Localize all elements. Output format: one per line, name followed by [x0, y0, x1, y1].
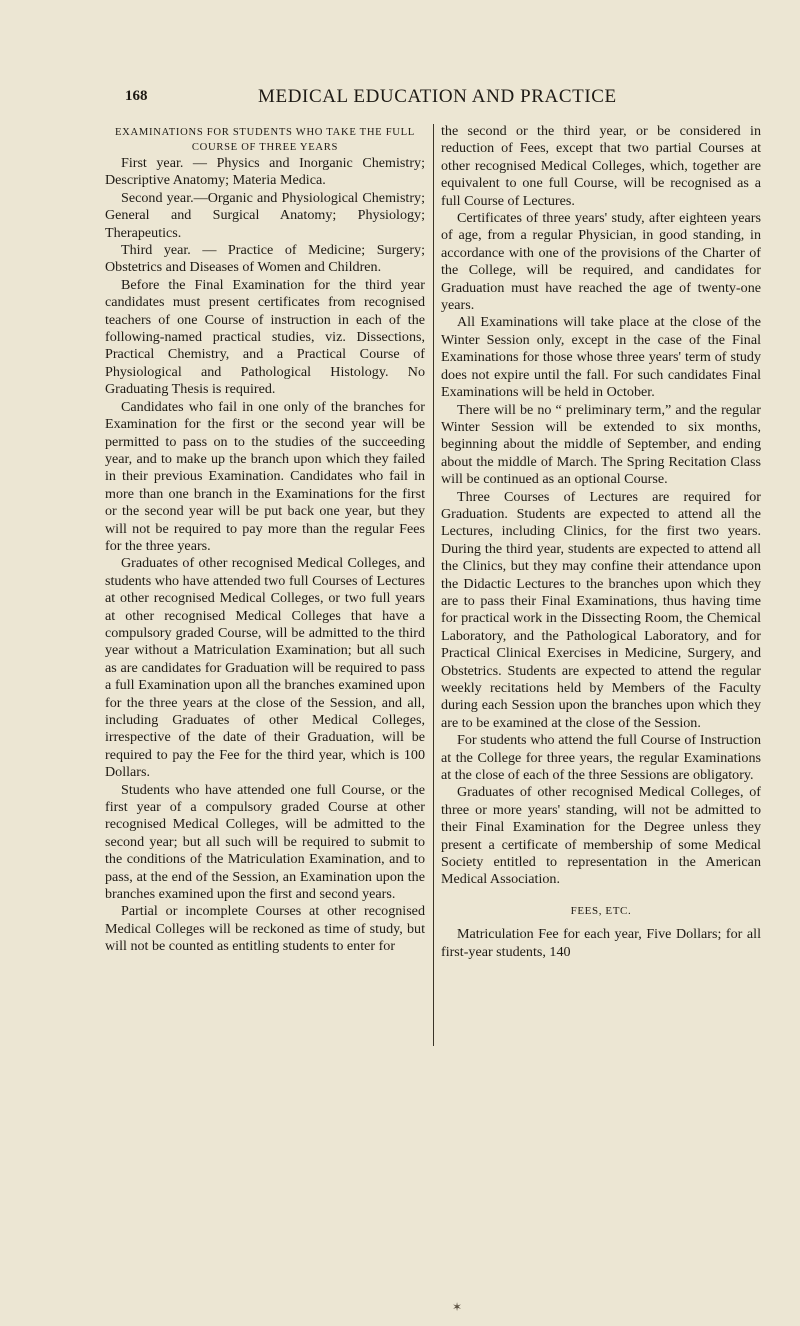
paragraph-examinations-timing: All Examinations will take place at the close of the Winter Session only, except in the case of the Final Examinations for those whose three years' term of study does not expire until the fall. For such candidates Final Examinations will be held in October. [441, 314, 761, 401]
printer-mark: ✶ [452, 1300, 463, 1314]
running-head: MEDICAL EDUCATION AND PRACTICE [258, 86, 617, 107]
paragraph-first-year: First year. — Physics and Inorganic Chemistry; Descriptive Anatomy; Materia Medica. [105, 155, 425, 189]
paragraph-second-year: Second year.—Organic and Physiological Chemistry; General and Surgical Anatomy; Physiology; Therapeutics. [105, 189, 425, 241]
left-column [105, 123, 425, 956]
column-divider [433, 124, 434, 1046]
paragraph-one-full-course: Students who have attended one full Course, or the first year of a compulsory graded Course at other recognised Medical Colleges, will be admitted to the second year; but all such will be required to submit to the conditions of the Matriculation Examination, and to pass, at the end of the Session, an Examination upon the branches examined upon the first and second years. [105, 781, 425, 903]
paragraph-failed-candidates: Candidates who fail in one only of the branches for Examination for the first or the second year will be permitted to pass on to the studies of the succeeding year, and to make up the branch upon which they failed in their previous Examination. Candidates who fail in more than one branch in the Examinations for the first or the second year will be put back one year, but they will not be required to pay more than the regular Fees for the three years. [105, 398, 425, 554]
paragraph-three-courses: Three Courses of Lectures are required for Graduation. Students are expected to attend all the Lectures, including Clinics, for the first two years. During the third year, students are expected to attend all the Clinics, but they may confine their attendance upon the Didactic Lectures to the branches upon which they are to pass their Final Examinations, thus having time for practical work in the Dissecting Room, the Chemical Laboratory, and the Pathological Laboratory, and for Practical Clinical Exercises in Medicine, Surgery, and Obstetrics. Students are expected to attend the regular weekly recitations held by Members of the Faculty during each Session upon the branches upon which they are to be examined at the close of the Session. [441, 488, 761, 731]
paragraph-certificates: Before the Final Examination for the third year candidates must present certificates from recognised teachers of one Course of instruction in each of the following-named practical studies, viz. Dissections, Practical Chemistry, and a Practical Course of Physiological and Pathological Histology. No Graduating Thesis is required. [105, 276, 425, 398]
fees-subheading: FEES, ETC. [570, 904, 632, 917]
paragraph-full-course-students: For students who attend the full Course of Instruction at the College for three years, the regular Examinations at the close of each of the three Sessions are obligatory. [441, 732, 761, 784]
paragraph-graduates-membership: Graduates of other recognised Medical Colleges, of three or more years' standing, will not be admitted to their Final Examination for the Degree unless they present a certificate of membership of some Medical Society entitled to representation in the American Medical Association. [441, 784, 761, 888]
paragraph-graduates-other-colleges: Graduates of other recognised Medical Colleges, and students who have attended two full Courses of Lectures at other recognised Medical Colleges, or two full years at other recognised Medical Colleges that have a compulsory graded Course, will be admitted to the third year without a Matriculation Examination; but all such as are candidates for Graduation will be required to pass a full Examination upon all the branches examined upon for the three years at the close of the Session, and all, including Graduates of other Medical Colleges, irrespective of the date of their Graduation, will be required to pay the Fee for the third year, which is 100 Dollars. [105, 555, 425, 781]
paragraph-study-certificates: Certificates of three years' study, after eighteen years of age, from a regular Physician, in good standing, in accordance with one of the provisions of the Charter of the College, will be required, and candidates for Graduation must have reached the age of twenty-one years. [441, 210, 761, 314]
paragraph-winter-session: There will be no “ preliminary term,” and the regular Winter Session will be extended to six months, beginning about the middle of September, and ending about the middle of March. The Spring Recitation Class will be continued as an optional Course. [441, 401, 761, 488]
paragraph-continued: the second or the third year, or be considered in reduction of Fees, except that two partial Courses at other recognised Medical Colleges, which, together are equivalent to one full Course, will be recognised as a full Course of Lectures. [441, 123, 761, 209]
page-number: 168 [125, 88, 148, 104]
right-column [441, 123, 761, 961]
paragraph-third-year: Third year. — Practice of Medicine; Surgery; Obstetrics and Diseases of Women and Children. [105, 242, 425, 276]
section-heading: EXAMINATIONS FOR STUDENTS WHO TAKE THE FULL COURSE OF THREE YEARS [115, 127, 415, 153]
paragraph-partial-courses: Partial or incomplete Courses at other recognised Medical Colleges will be reckoned as time of study, but will not be counted as entitling students to enter for [105, 903, 425, 955]
paragraph-matriculation-fee: Matriculation Fee for each year, Five Dollars; for all first-year students, 140 [441, 926, 761, 960]
